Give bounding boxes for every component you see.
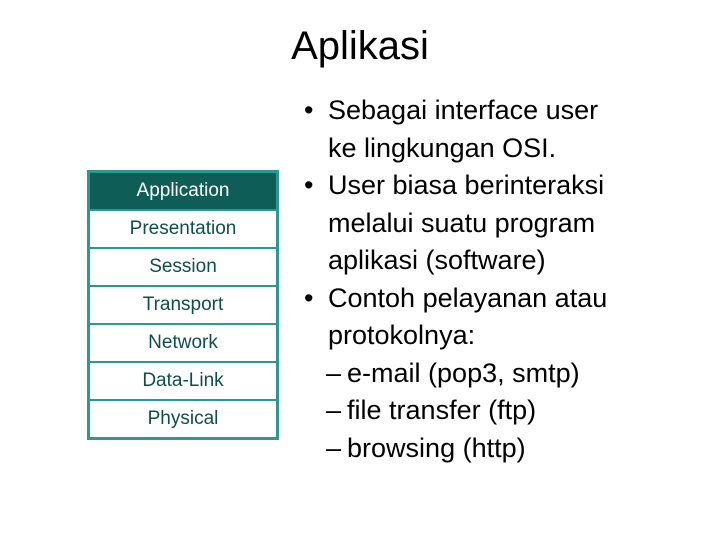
bullet-item [298, 280, 712, 318]
bullet-text: User biasa berinteraksi [328, 170, 605, 200]
dash-icon: – [326, 432, 342, 463]
bullet-item [298, 167, 712, 205]
sub-item [298, 430, 712, 468]
bullet-text: Contoh pelayanan atau [328, 282, 608, 313]
bullet-text: protokolnya: [328, 320, 476, 350]
bullet-icon: • [304, 170, 314, 200]
sub-item-text: e-mail (pop3, smtp) [347, 357, 580, 388]
osi-layer-physical: Physical [147, 408, 219, 429]
bullet-icon: • [304, 282, 314, 313]
dash-icon: – [326, 357, 342, 388]
osi-layer-stack [87, 170, 279, 440]
bullet-icon: • [304, 95, 314, 125]
osi-layer-transport: Transport [90, 287, 276, 325]
bullet-text: ke lingkungan OSI. [328, 132, 557, 163]
sub-item-text: browsing (http) [347, 432, 526, 463]
sub-item [298, 392, 712, 430]
bullet-text: melalui suatu program [328, 207, 596, 238]
bullet-list [298, 92, 712, 467]
slide-title: Aplikasi [291, 24, 429, 68]
dash-icon: – [326, 395, 342, 425]
bullet-item [298, 92, 712, 130]
osi-layer-network: Network [90, 325, 276, 363]
sub-item [298, 355, 712, 393]
osi-layer-presentation: Presentation [90, 211, 276, 249]
bullet-text: Sebagai interface user [328, 95, 599, 125]
osi-layer-data-link: Data-Link [90, 363, 276, 401]
osi-layer-application: Application [90, 173, 276, 211]
osi-layer-session: Session [90, 249, 276, 287]
sub-item-text: file transfer (ftp) [347, 395, 537, 425]
bullet-text: aplikasi (software) [328, 245, 546, 275]
